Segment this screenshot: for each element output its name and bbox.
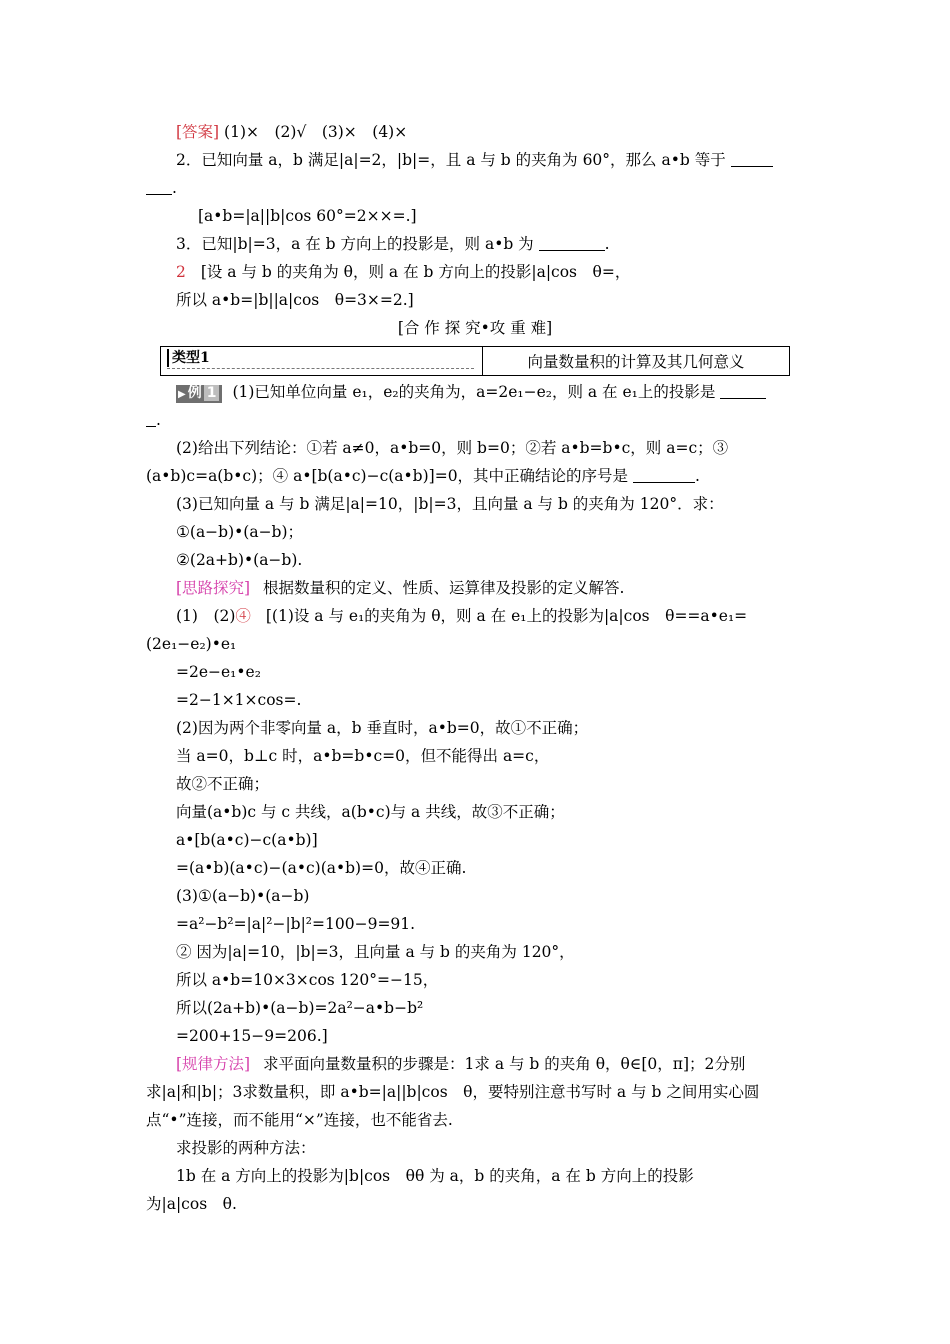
solution-line-16: =200+15−9=206.] xyxy=(176,1027,328,1045)
question-2: 2．已知向量 a，b 满足|a|=2，|b|=，且 a 与 b 的夹角为 60°，那么 a•b 等于 xyxy=(176,149,773,171)
solution-line-11: (3)①(a−b)•(a−b) xyxy=(176,887,310,905)
example-1-part3-a: ①(a−b)•(a−b)； xyxy=(176,523,304,541)
example-1-cont: . xyxy=(146,409,161,431)
solution-line-4: =2−1×1×cos=. xyxy=(176,691,302,709)
answer-blank xyxy=(146,179,172,195)
example-1-part2: (2)给出下列结论：①若 a≠0，a•b=0，则 b=0；②若 a•b=b•c，则 a=c；③ xyxy=(176,439,729,457)
method-line-4: 求投影的两种方法： xyxy=(176,1139,316,1157)
question-2-cont: . xyxy=(146,177,177,199)
solution-3: 2 [设 a 与 b 的夹角为 θ，则 a 在 b 方向上的投影|a|cos θ=， xyxy=(176,263,631,281)
method-line-2: 求|a|和|b|；3求数量积，即 a•b=|a||b|cos θ，要特别注意书写时 a 与 b 之间用实心圆 xyxy=(146,1083,760,1101)
solution-line-8: 向量(a•b)c 与 c 共线，a(b•c)与 a 共线，故③不正确； xyxy=(176,803,565,821)
solution-line-3: =2e−e₁•e₂ xyxy=(176,663,261,681)
answer-blank xyxy=(146,411,156,427)
type-title: 向量数量积的计算及其几何意义 xyxy=(527,353,745,371)
example-1-line: ▶ 例 1 (1)已知单位向量 e₁，e₂的夹角为，a=2e₁−e₂，则 a 在 e₁上的投影是 xyxy=(176,381,766,403)
type-header xyxy=(160,346,790,376)
solution-line-15: 所以(2a+b)•(a−b)=2a²−a•b−b² xyxy=(176,999,424,1017)
method-line-3: 点“•”连接，而不能用“×”连接，也不能省去. xyxy=(146,1111,453,1129)
solution-3-answer: 2 xyxy=(176,263,186,281)
solution-line-9: a•[b(a•c)−c(a•b)] xyxy=(176,831,318,849)
method-label: [规律方法] xyxy=(176,1055,251,1073)
answer-4: ④ xyxy=(235,607,251,625)
answer-line xyxy=(176,121,407,143)
solution-line-1: (1) (2)④ [(1)设 a 与 e₁的夹角为 θ，则 a 在 e₁上的投影为|a|cos θ==a•e₁= xyxy=(176,607,748,625)
solution-line-5: (2)因为两个非零向量 a，b 垂直时，a•b=0，故①不正确； xyxy=(176,719,589,737)
solution-2: [a•b=|a||b|cos 60°=2××=.] xyxy=(198,207,417,225)
answer-text: (1)× (2)√ (3)× (4)× xyxy=(224,123,408,141)
solution-line-12: =a²−b²=|a|²−|b|²=100−9=91. xyxy=(176,915,416,933)
solution-line-2: (2e₁−e₂)•e₁ xyxy=(146,635,237,653)
answer-blank xyxy=(633,467,695,483)
question-3: 3．已知|b|=3，a 在 b 方向上的投影是，则 a•b 为 . xyxy=(176,235,610,253)
example-1-part3: (3)已知向量 a 与 b 满足|a|=10，|b|=3，且向量 a 与 b 的夹角为 120°．求： xyxy=(176,495,724,513)
thinking-line: [思路探究] 根据数量积的定义、性质、运算律及投影的定义解答. xyxy=(176,579,625,597)
solution-line-14: 所以 a•b=10×3×cos 120°=−15， xyxy=(176,971,439,989)
solution-line-7: 故②不正确； xyxy=(176,775,270,793)
thinking-label: [思路探究] xyxy=(176,579,251,597)
example-tag: ▶ 例 1 xyxy=(176,385,222,403)
example-1-part3-b: ②(2a+b)•(a−b). xyxy=(176,551,303,569)
triangle-icon: ▶ xyxy=(178,389,186,400)
solution-line-13: ② 因为|a|=10，|b|=3，且向量 a 与 b 的夹角为 120°， xyxy=(176,943,575,961)
solution-line-6: 当 a=0，b⊥c 时，a•b=b•c=0，但不能得出 a=c， xyxy=(176,747,550,765)
answer-blank xyxy=(731,151,773,167)
example-1-part2-cont: (a•b)c=a(b•c)；④ a•[b(a•c)−c(a•b)]=0，其中正确结论的序号是 . xyxy=(146,467,700,485)
answer-blank xyxy=(720,383,766,399)
answer-label: [答案] xyxy=(176,123,220,141)
section-heading: [合 作 探 究•攻 重 难] xyxy=(397,319,553,337)
method-line-5: 1b 在 a 方向上的投影为|b|cos θθ 为 a，b 的夹角，a 在 b 方向上的投影 xyxy=(176,1167,694,1185)
solution-line-10: =(a•b)(a•c)−(a•c)(a•b)=0，故④正确. xyxy=(176,859,467,877)
type-tag: 类型1 xyxy=(167,349,210,367)
method-line-1: [规律方法] 求平面向量数量积的步骤是：1求 a 与 b 的夹角 θ，θ∈[0，π]；2分别 xyxy=(176,1055,746,1073)
solution-3-cont: 所以 a•b=|b||a|cos θ=3×=2.] xyxy=(176,291,414,309)
answer-blank xyxy=(539,235,605,251)
method-line-6: 为|a|cos θ. xyxy=(146,1195,237,1213)
